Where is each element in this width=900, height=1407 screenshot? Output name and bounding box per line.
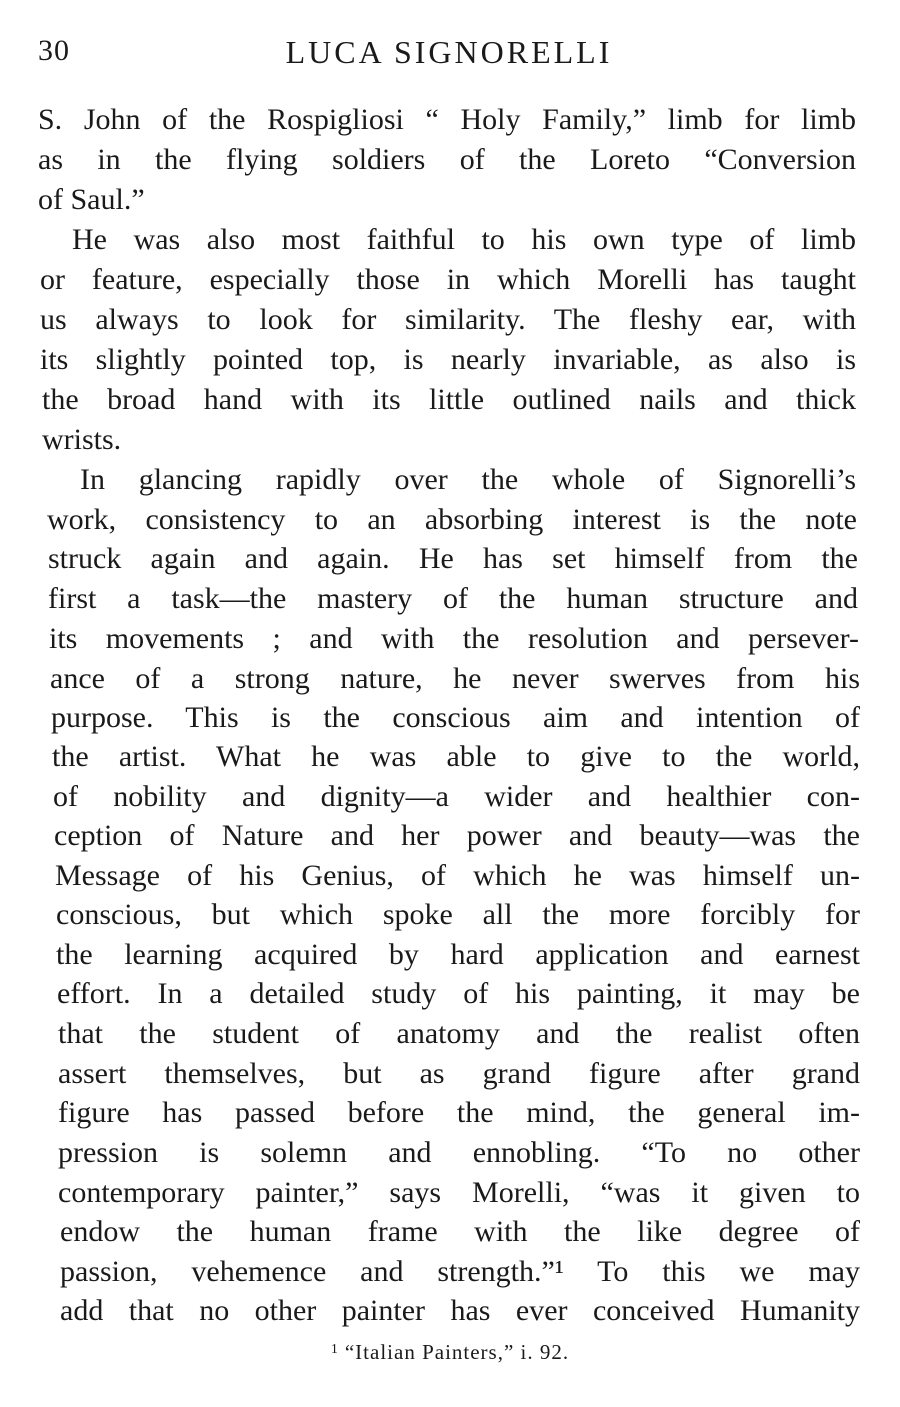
text-line: first a task—the mastery of the human structure and	[48, 582, 858, 615]
text-line: of Saul.”	[38, 183, 145, 216]
footnote	[0, 1340, 900, 1365]
text-line: contemporary painter,” says Morelli, “was it given to	[58, 1176, 860, 1209]
text-line: the learning acquired by hard application and earnest	[56, 938, 860, 971]
text-line: add that no other painter has ever conceived Humanity	[60, 1294, 860, 1327]
text-line: work, consistency to an absorbing interest is the note	[47, 503, 857, 536]
text-line: its movements ; and with the resolution and persever-	[49, 622, 859, 655]
text-line: that the student of anatomy and the realist often	[58, 1017, 860, 1050]
text-line: us always to look for similarity. The fleshy ear, with	[40, 303, 856, 336]
text-line: as in the flying soldiers of the Loreto “Conversion	[38, 143, 856, 176]
text-line: struck again and again. He has set himself from the	[48, 542, 858, 575]
footnote-marker: 1	[330, 1342, 339, 1357]
text-line: the artist. What he was able to give to the world,	[52, 740, 860, 773]
text-line: wrists.	[42, 423, 122, 456]
text-line: ance of a strong nature, he never swerves from his	[50, 662, 860, 695]
page-header	[38, 28, 860, 72]
footnote-text: “Italian Painters,” i. 92.	[344, 1340, 570, 1364]
text-line: of nobility and dignity—a wider and healthier con-	[53, 780, 860, 813]
page-number: 30	[38, 34, 70, 67]
text-line: figure has passed before the mind, the general im-	[58, 1096, 860, 1129]
text-line: purpose. This is the conscious aim and intention of	[51, 701, 860, 734]
text-line: S. John of the Rospigliosi “ Holy Family,” limb for limb	[38, 103, 856, 136]
text-line: assert themselves, but as grand figure after grand	[58, 1057, 860, 1090]
text-line: its slightly pointed top, is nearly invariable, as also is	[40, 343, 856, 376]
text-line: pression is solemn and ennobling. “To no other	[58, 1136, 860, 1169]
text-line: He was also most faithful to his own type of limb	[72, 223, 856, 256]
text-line: In glancing rapidly over the whole of Signorelli’s	[80, 463, 856, 496]
text-line: endow the human frame with the like degree of	[60, 1215, 860, 1248]
text-line: passion, vehemence and strength.”¹ To this we may	[60, 1255, 860, 1288]
text-line: ception of Nature and her power and beauty—was the	[54, 819, 860, 852]
text-line: conscious, but which spoke all the more forcibly for	[56, 898, 860, 931]
text-line: the broad hand with its little outlined nails and thick	[42, 383, 856, 416]
text-line: or feature, especially those in which Morelli has taught	[40, 263, 856, 296]
text-line: effort. In a detailed study of his painting, it may be	[57, 977, 860, 1010]
text-line: Message of his Genius, of which he was himself un-	[55, 859, 860, 892]
running-head: LUCA SIGNORELLI	[285, 34, 613, 70]
